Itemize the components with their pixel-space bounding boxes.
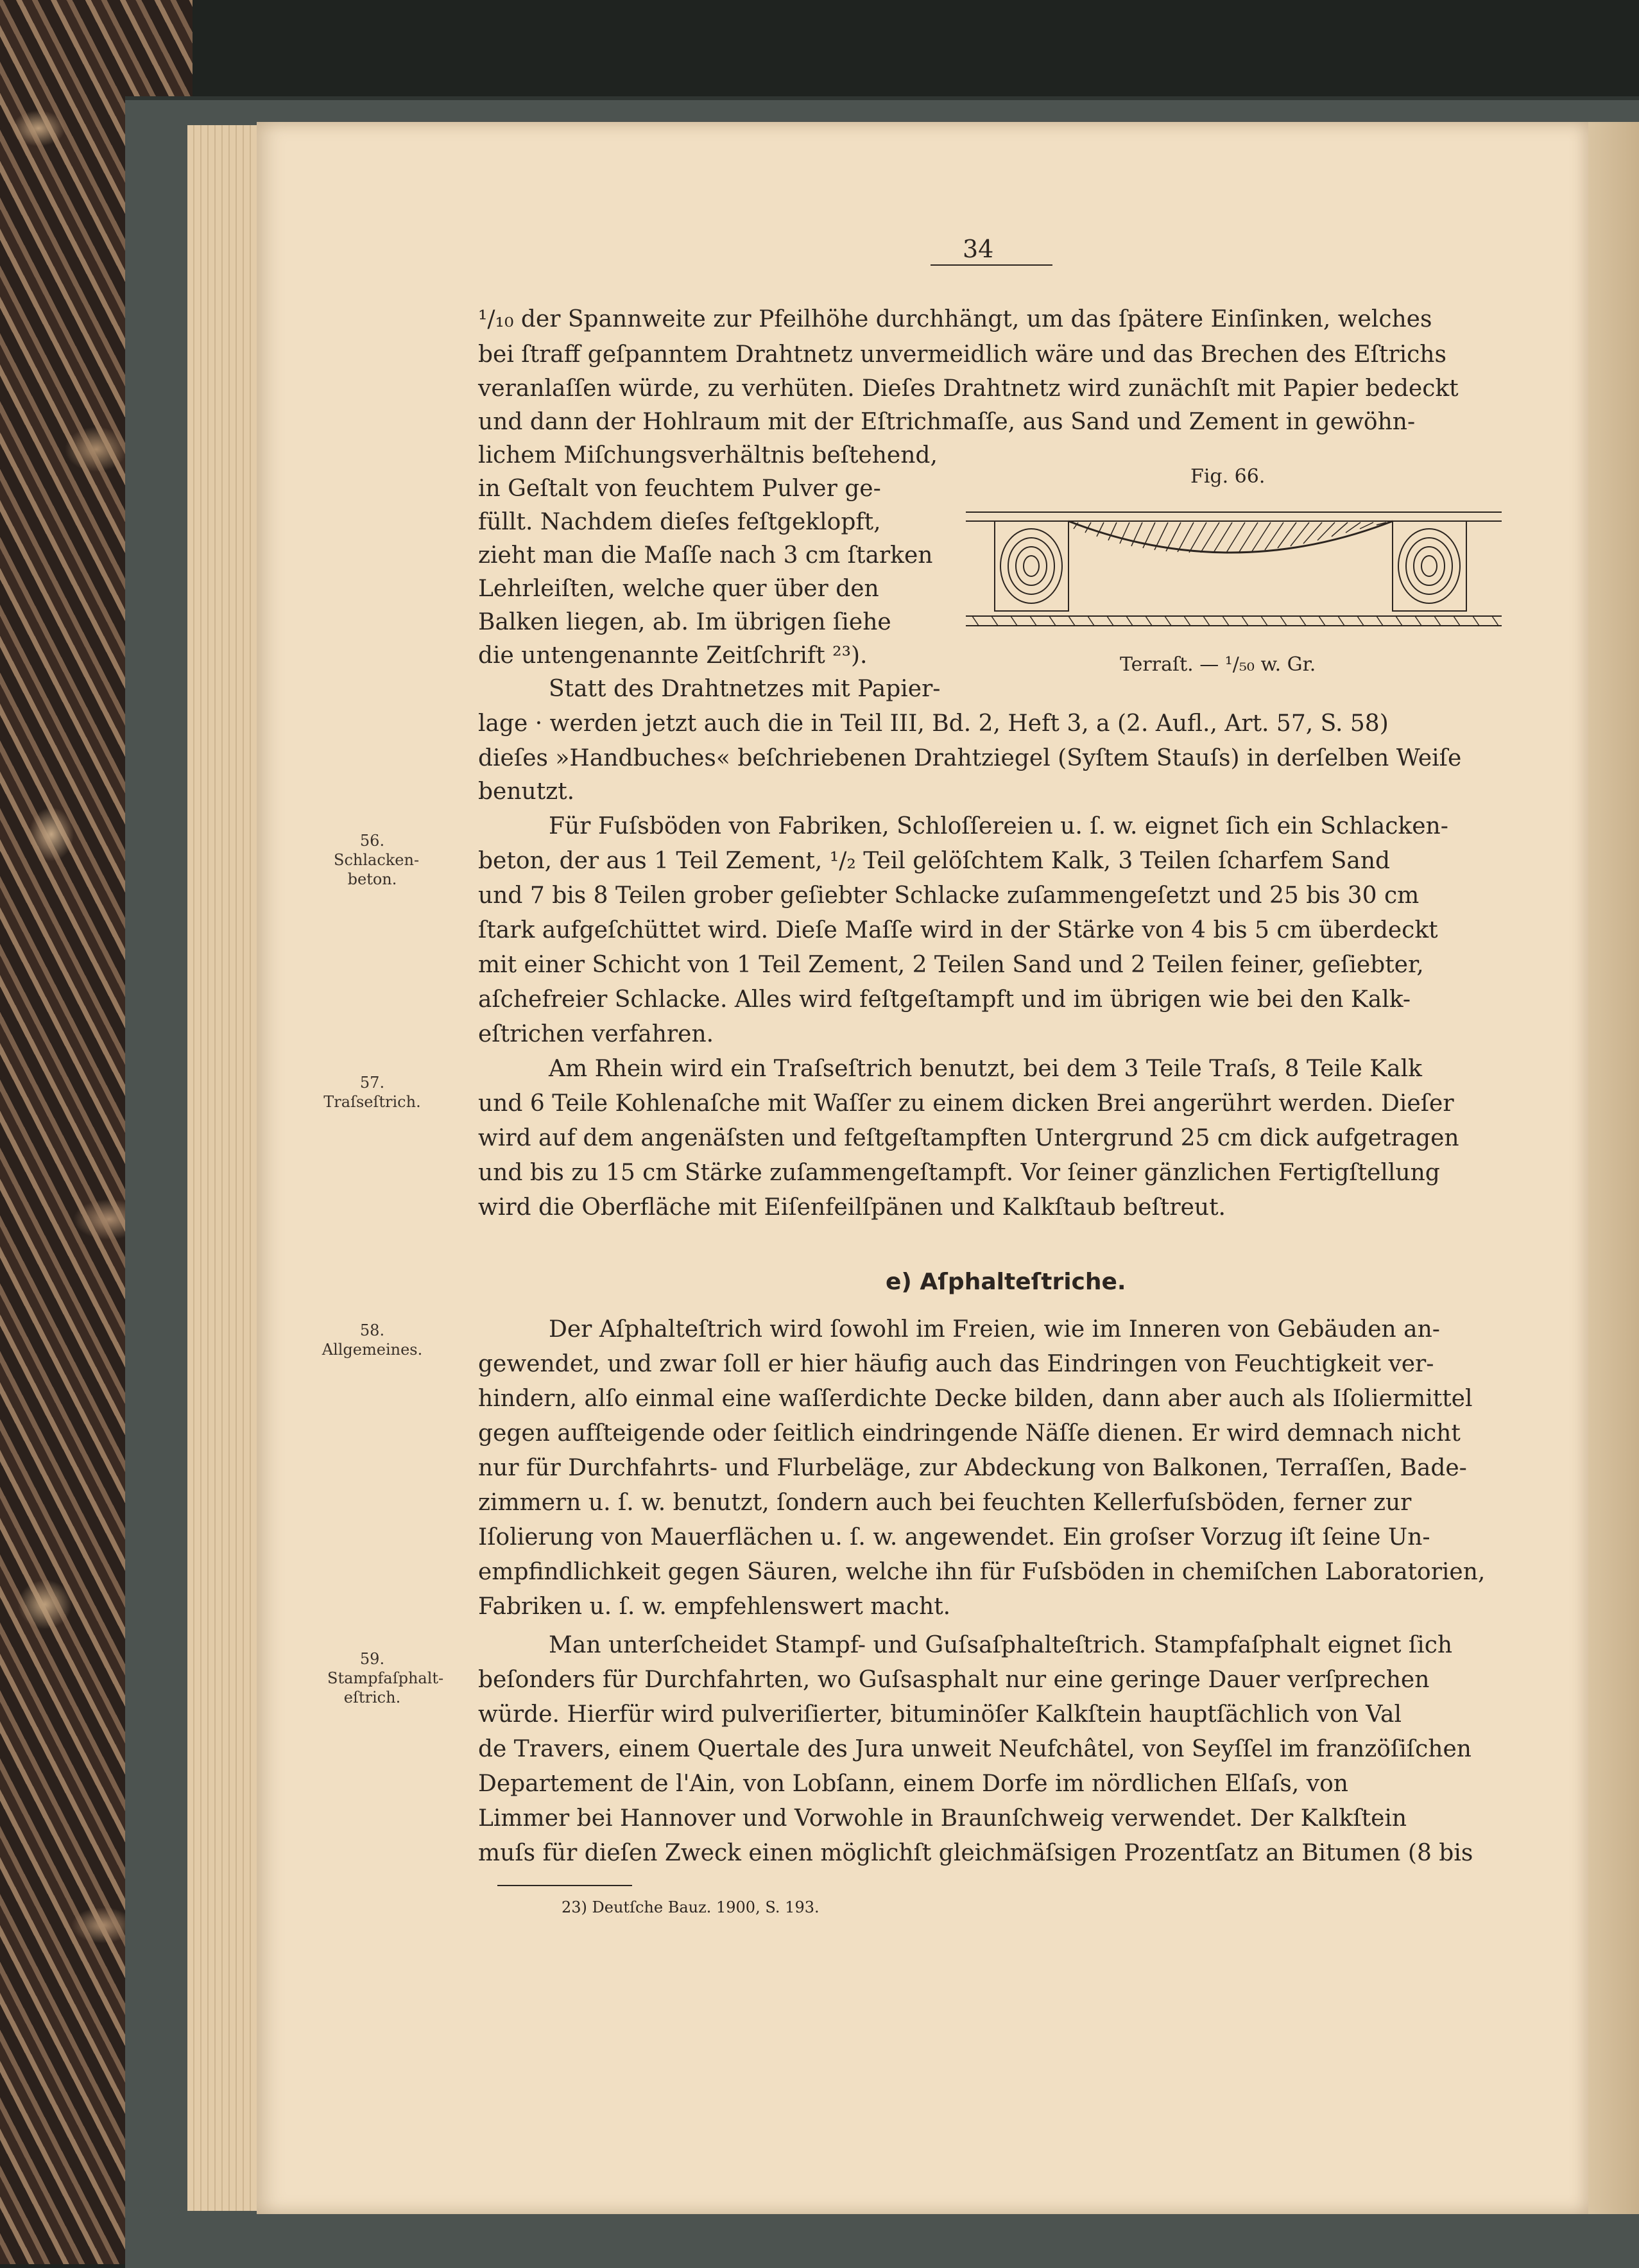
text-line: empfindlichkeit gegen Säuren, welche ihn für Fuſsböden in chemiſchen Laboratorien, [478,1559,1486,1585]
text-line: Iſolierung von Mauerflächen u. ſ. w. angewendet. Ein groſser Vorzug iſt ſeine Un- [478,1524,1430,1551]
text-line: gegen aufſteigende oder ſeitlich eindringende Näſſe dienen. Er wird demnach nicht [478,1420,1461,1447]
footnote: 23) Deutſche Bauz. 1900, S. 193. [562,1898,820,1916]
text-line: Limmer bei Hannover und Vorwohle in Braunſchweig verwendet. Der Kalkſtein [478,1805,1407,1832]
figure-caption: Fig. 66. [1190,465,1266,488]
text-line: zieht man die Maſſe nach 3 cm ſtarken [478,542,933,569]
text-line: hindern, alſo einmal eine waſſerdichte Decke bilden, dann aber auch als Iſoliermittel [478,1386,1473,1412]
text-line: de Travers, einem Quertale des Jura unweit Neufchâtel, von Seyſſel im franzöſiſchen [478,1736,1472,1762]
text-line: gewendet, und zwar ſoll er hier häufig auch das Eindringen von Feuchtigkeit ver- [478,1351,1434,1377]
text-line: bei ſtraff geſpanntem Drahtnetz unvermeidlich wäre und das Brechen des Eſtrichs [478,341,1446,368]
text-line: beton, der aus 1 Teil Zement, ¹/₂ Teil gelöſchtem Kalk, 3 Teilen ſcharfem Sand [478,848,1391,874]
margin-note-57 [318,1073,427,1112]
text-line: mit einer Schicht von 1 Teil Zement, 2 Teilen Sand und 2 Teilen feiner, geſiebter, [478,952,1424,978]
text-line: füllt. Nachdem dieſes feſtgeklopft, [478,509,881,535]
text-line: ¹/₁₀ der Spannweite zur Pfeilhöhe durchhängt, um das ſpätere Einſinken, welches [478,306,1432,332]
margin-note-number: 57. [359,1074,385,1092]
margin-note-label: Traſseſtrich. [323,1093,421,1111]
footnote-rule [497,1885,632,1886]
margin-note-number: 59. [359,1650,385,1668]
text-line: lichem Miſchungsverhältnis beſtehend, [478,442,938,468]
text-line: und bis zu 15 cm Stärke zuſammengeſtampft. Vor ſeiner gänzlichen Fertigſtellung [478,1160,1440,1186]
page-number-rule [931,264,1052,266]
text-line: Man unterſcheidet Stampf- und Guſsaſphalteſtrich. Stampfaſphalt eignet ſich [549,1632,1453,1658]
text-line: beſonders für Durchfahrten, wo Guſsasphalt nur eine geringe Dauer verſprechen [478,1667,1430,1693]
text-line: zimmern u. ſ. w. benutzt, ſondern auch bei feuchten Kellerfuſsböden, ferner zur [478,1490,1412,1516]
text-line: wird die Oberfläche mit Eiſenfeilſpänen und Kalkſtaub beſtreut. [478,1194,1226,1221]
margin-note-label: Schlacken-beton. [334,851,420,888]
text-line: ſtark aufgeſchüttet wird. Dieſe Maſſe wird in der Stärke von 4 bis 5 cm überdeckt [478,917,1438,943]
text-line: Am Rhein wird ein Traſseſtrich benutzt, bei dem 3 Teile Traſs, 8 Teile Kalk [549,1056,1422,1082]
margin-note-number: 56. [359,832,385,850]
text-line: und 6 Teile Kohlenaſche mit Waſſer zu einem dicken Brei angerührt werden. Dieſer [478,1090,1454,1117]
text-line: Departement de l'Ain, von Lobſann, einem Dorfe im nördlichen Elſaſs, von [478,1771,1348,1797]
floor-section-figure [966,507,1502,635]
text-line: muſs für dieſen Zweck einen möglichſt gleichmäſsigen Prozentſatz an Bitumen (8 bis [478,1840,1473,1866]
text-line: aſchefreier Schlacke. Alles wird feſtgeſtampft und im übrigen wie bei den Kalk- [478,986,1411,1013]
text-line: nur für Durchfahrts- und Flurbeläge, zur Abdeckung von Balkonen, Terraſſen, Bade- [478,1455,1467,1481]
margin-note-56 [318,831,427,889]
margin-note-number: 58. [359,1321,385,1339]
text-line: benutzt. [478,778,575,805]
text-line: Balken liegen, ab. Im übrigen ſiehe [478,609,891,635]
text-line: würde. Hierfür wird pulveriſierter, bituminöſer Kalkſtein hauptſächlich von Val [478,1701,1402,1728]
text-line: in Geſtalt von feuchtem Pulver ge- [478,476,881,502]
text-line: dieſes »Handbuches« beſchriebenen Drahtziegel (Syſtem Stauſs) in derſelben Weiſe [478,745,1462,771]
text-line: die untengenannte Zeitſchrift ²³). [478,642,868,669]
page-right-edge [1588,122,1639,2214]
text-line: veranlaſſen würde, zu verhüten. Dieſes Drahtnetz wird zunächſt mit Papier bedeckt [478,375,1459,402]
text-line: und dann der Hohlraum mit der Eſtrichmaſſe, aus Sand und Zement in gewöhn- [478,409,1416,435]
page-number: 34 [963,235,994,263]
margin-note-58 [318,1321,427,1359]
margin-note-label: Stampfaſphalt-eſtrich. [327,1669,444,1706]
text-line: lage · werden jetzt auch die in Teil III, Bd. 2, Heft 3, a (2. Aufl., Art. 57, S. 58) [478,710,1389,737]
figure-subcaption: Terraſt. — ¹/₅₀ w. Gr. [1120,653,1316,676]
text-line: und 7 bis 8 Teilen grober geſiebter Schlacke zuſammengeſetzt und 25 bis 30 cm [478,882,1420,909]
text-line: Für Fuſsböden von Fabriken, Schloſſereien u. ſ. w. eignet ſich ein Schlacken- [549,813,1448,839]
margin-note-59 [318,1649,444,1707]
text-line: Fabriken u. ſ. w. empfehlenswert macht. [478,1594,951,1620]
margin-note-label: Allgemeines. [322,1341,423,1359]
text-line: wird auf dem angenäſsten und feſtgeſtampften Untergrund 25 cm dick aufgetragen [478,1125,1459,1151]
text-line: eſtrichen verfahren. [478,1021,714,1047]
section-heading: e) Aſphalteſtriche. [886,1269,1126,1295]
text-line: Lehrleiſten, welche quer über den [478,576,879,602]
text-line: Der Aſphalteſtrich wird ſowohl im Freien, wie im Inneren von Gebäuden an- [549,1316,1440,1343]
text-line: Statt des Drahtnetzes mit Papier- [549,676,941,702]
